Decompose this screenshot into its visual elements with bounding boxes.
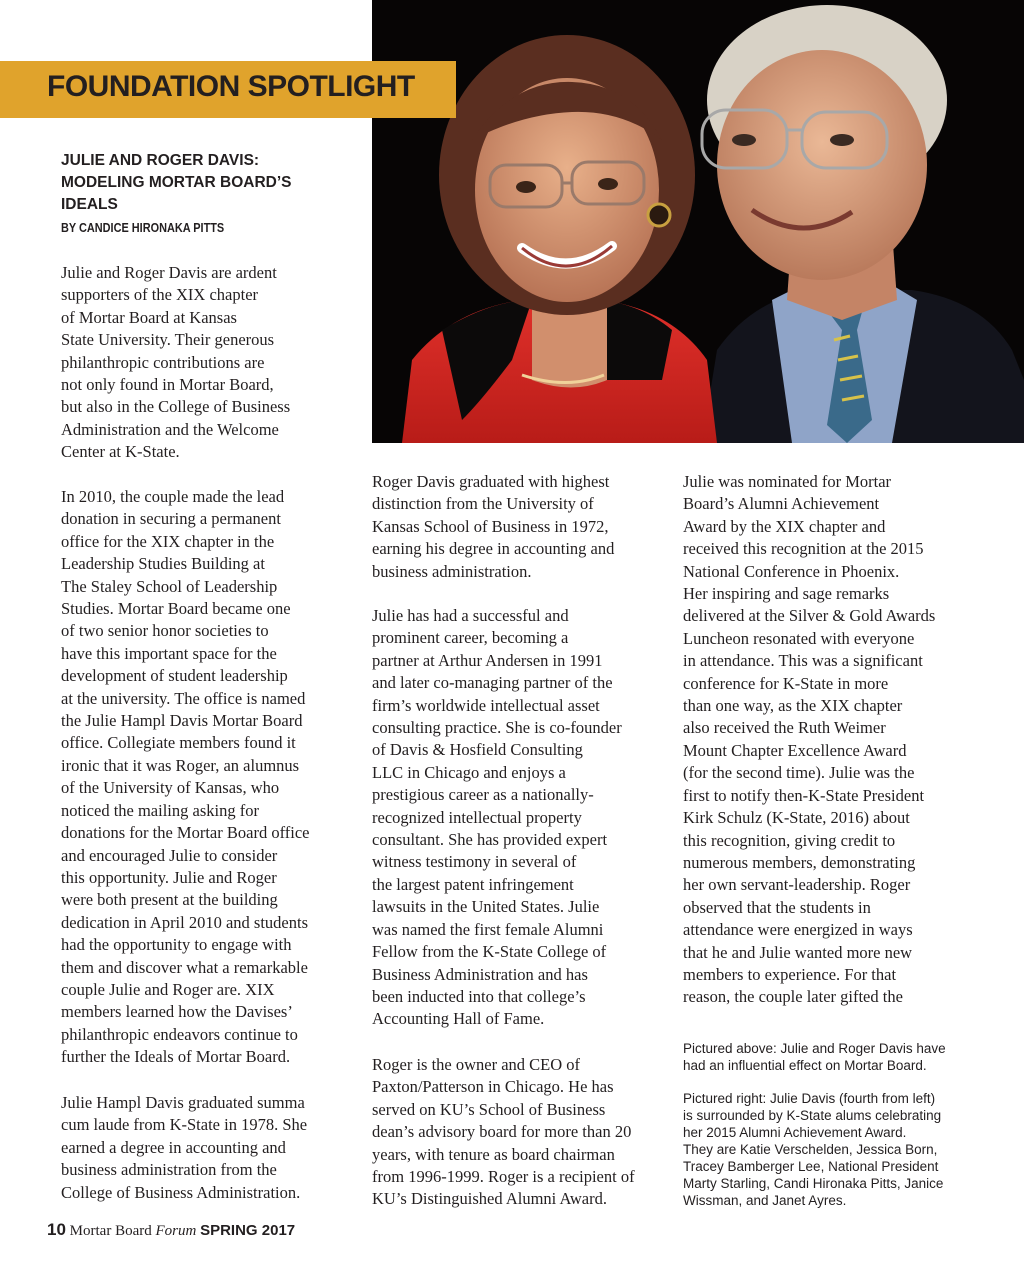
caption-pictured-above: Pictured above: Julie and Roger Davis have had an influential effect on Mortar Board. xyxy=(683,1041,946,1073)
issue-label: SPRING 2017 xyxy=(200,1222,296,1239)
column3-paragraph-1: Julie was nominated for Mortar Board’s Alumni Achievement Award by the XIX chapter and received this recognition at the 2015 National Conference in Phoenix. Her inspiring and sage remarks delivered at the Silver & Gold Awards Luncheon resonated with everyone in attendance. This was a significant conference for K-State in more than one way, as the XIX chapter also received the Ruth Weimer Mount Chapter Excellence Award (for the second time). Julie was the first to notify then-K-State President Kirk Schulz (K-State, 2016) about this recognition, giving credit to numerous members, demonstrating her own servant-leadership. Roger observed that the students in attendance were energized in ways that he and Julie wanted more new members to experience. For that reason, the couple later gifted the xyxy=(683,472,936,1007)
caption-pictured-right: Pictured right: Julie Davis (fourth from left) is surrounded by K-State alums celebrating her 2015 Alumni Achievement Award. They are Katie Verschelden, Jessica Born, Tracey Bamberger Lee, National President Marty Starling, Candi Hironaka Pitts, Janice Wissman, and Janet Ayres. xyxy=(683,1091,944,1208)
article-byline: BY CANDICE HIRONAKA PITTS xyxy=(61,220,225,235)
section-banner-title: FOUNDATION SPOTLIGHT xyxy=(47,70,415,103)
column1-paragraph-1: Julie and Roger Davis are ardent supporters of the XIX chapter of Mortar Board at Kansas State University. Their generous philanthropic contributions are not only found in Mortar Board, but also in the College of Business Administration and the Welcome Center at K-State. xyxy=(61,263,291,462)
davis-couple-photo xyxy=(372,0,1024,443)
column1-paragraph-2: In 2010, the couple made the lead donation in securing a permanent office for the XIX chapter in the Leadership Studies Building at The Staley School of Leadership Studies. Mortar Board became one of two senior honor societies to have this important space for the development of student leadership at the university. The office is named the Julie Hampl Davis Mortar Board office. Collegiate members found it ironic that it was Roger, an alumnus of the University of Kansas, who noticed the mailing asking for donations for the Mortar Board office and encouraged Julie to consider this opportunity. Julie and Roger were both present at the building dedication in April 2010 and students had the opportunity to engage with them and discover what a remarkable couple Julie and Roger are. XIX members learned how the Davises’ philanthropic endeavors continue to further the Ideals of Mortar Board. xyxy=(61,487,310,1067)
publication-name: Mortar Board xyxy=(69,1223,152,1239)
column1-paragraph-3: Julie Hampl Davis graduated summa cum laude from K-State in 1978. She earned a degree in accounting and business administration from the College of Business Administration. xyxy=(61,1093,308,1202)
publication-name-italic: Forum xyxy=(155,1223,197,1239)
column2-paragraph-3: Roger is the owner and CEO of Paxton/Patterson in Chicago. He has served on KU’s School of Business dean’s advisory board for more than 20 years, with tenure as board chairman from 1996-1999. Roger is a recipient of KU’s Distinguished Alumni Award. xyxy=(372,1055,635,1209)
page-number: 10 xyxy=(47,1220,66,1239)
page-footer xyxy=(47,1220,295,1240)
couple-illustration xyxy=(372,0,1024,443)
column2-paragraph-2: Julie has had a successful and prominent career, becoming a partner at Arthur Andersen in 1991 and later co-managing partner of the firm’s worldwide intellectual asset consulting practice. She is co-founder of Davis & Hosfield Consulting LLC in Chicago and enjoys a prestigious career as a nationally- recognized intellectual property consultant. She has provided expert witness testimony in several of the largest patent infringement lawsuits in the United States. Julie was named the first female Alumni Fellow from the K-State College of Business Administration and has been inducted into that college’s Accounting Hall of Fame. xyxy=(372,606,622,1029)
article-headline: JULIE AND ROGER DAVIS: MODELING MORTAR BOARD’S IDEALS xyxy=(61,152,292,213)
column2-paragraph-1: Roger Davis graduated with highest distinction from the University of Kansas School of Business in 1972, earning his degree in accounting and business administration. xyxy=(372,472,615,581)
